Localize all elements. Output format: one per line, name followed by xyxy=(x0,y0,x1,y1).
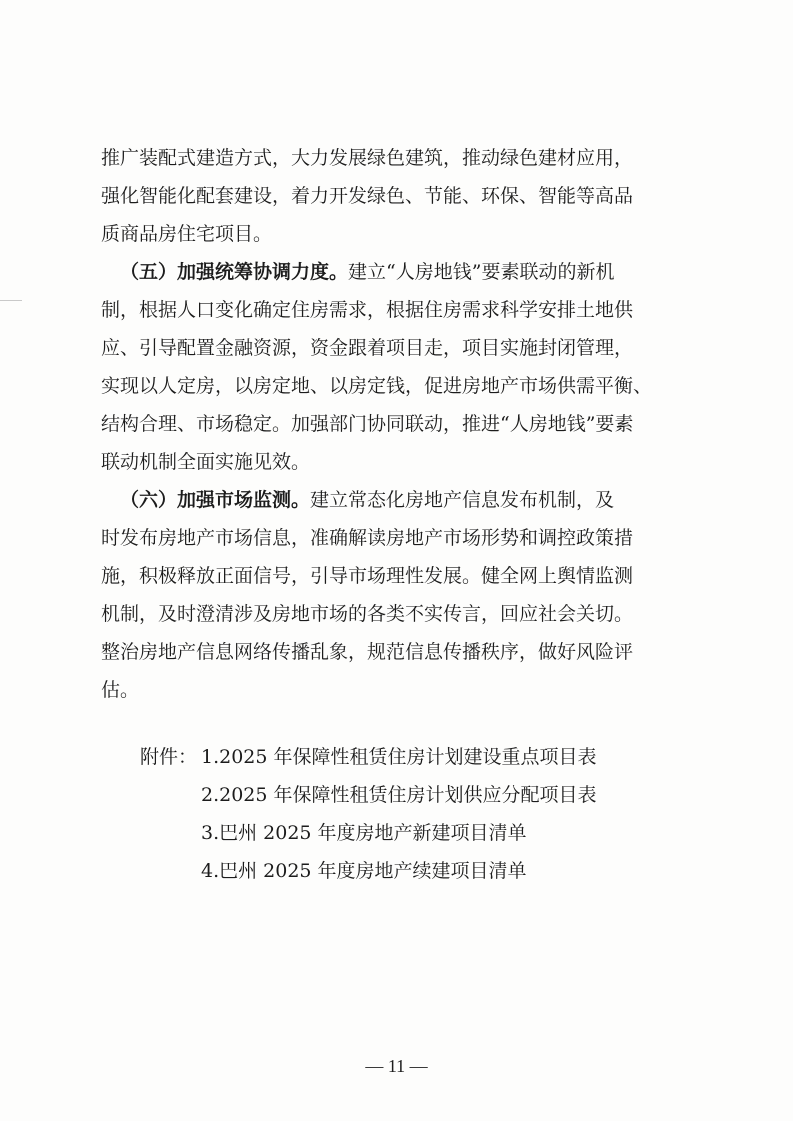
paragraph-line: 强化智能化配套建设，着力开发绿色、节能、环保、智能等高品 xyxy=(101,185,634,207)
section-text: 建立“人房地钱”要素联动的新机 xyxy=(348,261,615,283)
paragraph-line: 推广装配式建造方式，大力发展绿色建筑，推动绿色建材应用， xyxy=(101,147,634,169)
paragraph-line: 时发布房地产市场信息，准确解读房地产市场形势和调控政策措 xyxy=(101,527,634,549)
paragraph-line: 联动机制全面实施见效。 xyxy=(101,451,311,473)
scan-mark xyxy=(0,300,22,301)
paragraph-line: 整治房地产信息网络传播乱象，规范信息传播秩序，做好风险评 xyxy=(101,641,634,663)
paragraph-line: 结构合理、市场稳定。加强部门协同联动，推进“人房地钱”要素 xyxy=(101,413,634,435)
section-first-line xyxy=(120,488,614,512)
section-heading: （五）加强统筹协调力度。 xyxy=(120,261,349,283)
paragraph-line: 估。 xyxy=(101,679,140,701)
paragraph-line: 质商品房住宅项目。 xyxy=(101,223,273,245)
attachment-label: 附件： xyxy=(140,746,198,768)
attachment-item: 1.2025 年保障性租赁住房计划建设重点项目表 xyxy=(201,746,597,768)
attachment-item: 4.巴州 2025 年度房地产续建项目清单 xyxy=(201,860,527,882)
section-first-line xyxy=(120,260,614,284)
attachment-item: 3.巴州 2025 年度房地产新建项目清单 xyxy=(201,822,527,844)
paragraph-line: 制，根据人口变化确定住房需求，根据住房需求科学安排土地供 xyxy=(101,299,634,321)
paragraph-line: 实现以人定房，以房定地、以房定钱，促进房地产市场供需平衡、 xyxy=(101,375,653,397)
section-heading: （六）加强市场监测。 xyxy=(120,489,311,511)
paragraph-line: 应、引导配置金融资源，资金跟着项目走，项目实施封闭管理， xyxy=(101,337,634,359)
attachment-item: 2.2025 年保障性租赁住房计划供应分配项目表 xyxy=(201,784,597,806)
paragraph-line: 机制，及时澄清涉及房地市场的各类不实传言，回应社会关切。 xyxy=(101,603,634,625)
section-text: 建立常态化房地产信息发布机制，及 xyxy=(310,489,615,511)
page-number: — 11 — xyxy=(365,1056,428,1076)
paragraph-line: 施，积极释放正面信号，引导市场理性发展。健全网上舆情监测 xyxy=(101,565,634,587)
